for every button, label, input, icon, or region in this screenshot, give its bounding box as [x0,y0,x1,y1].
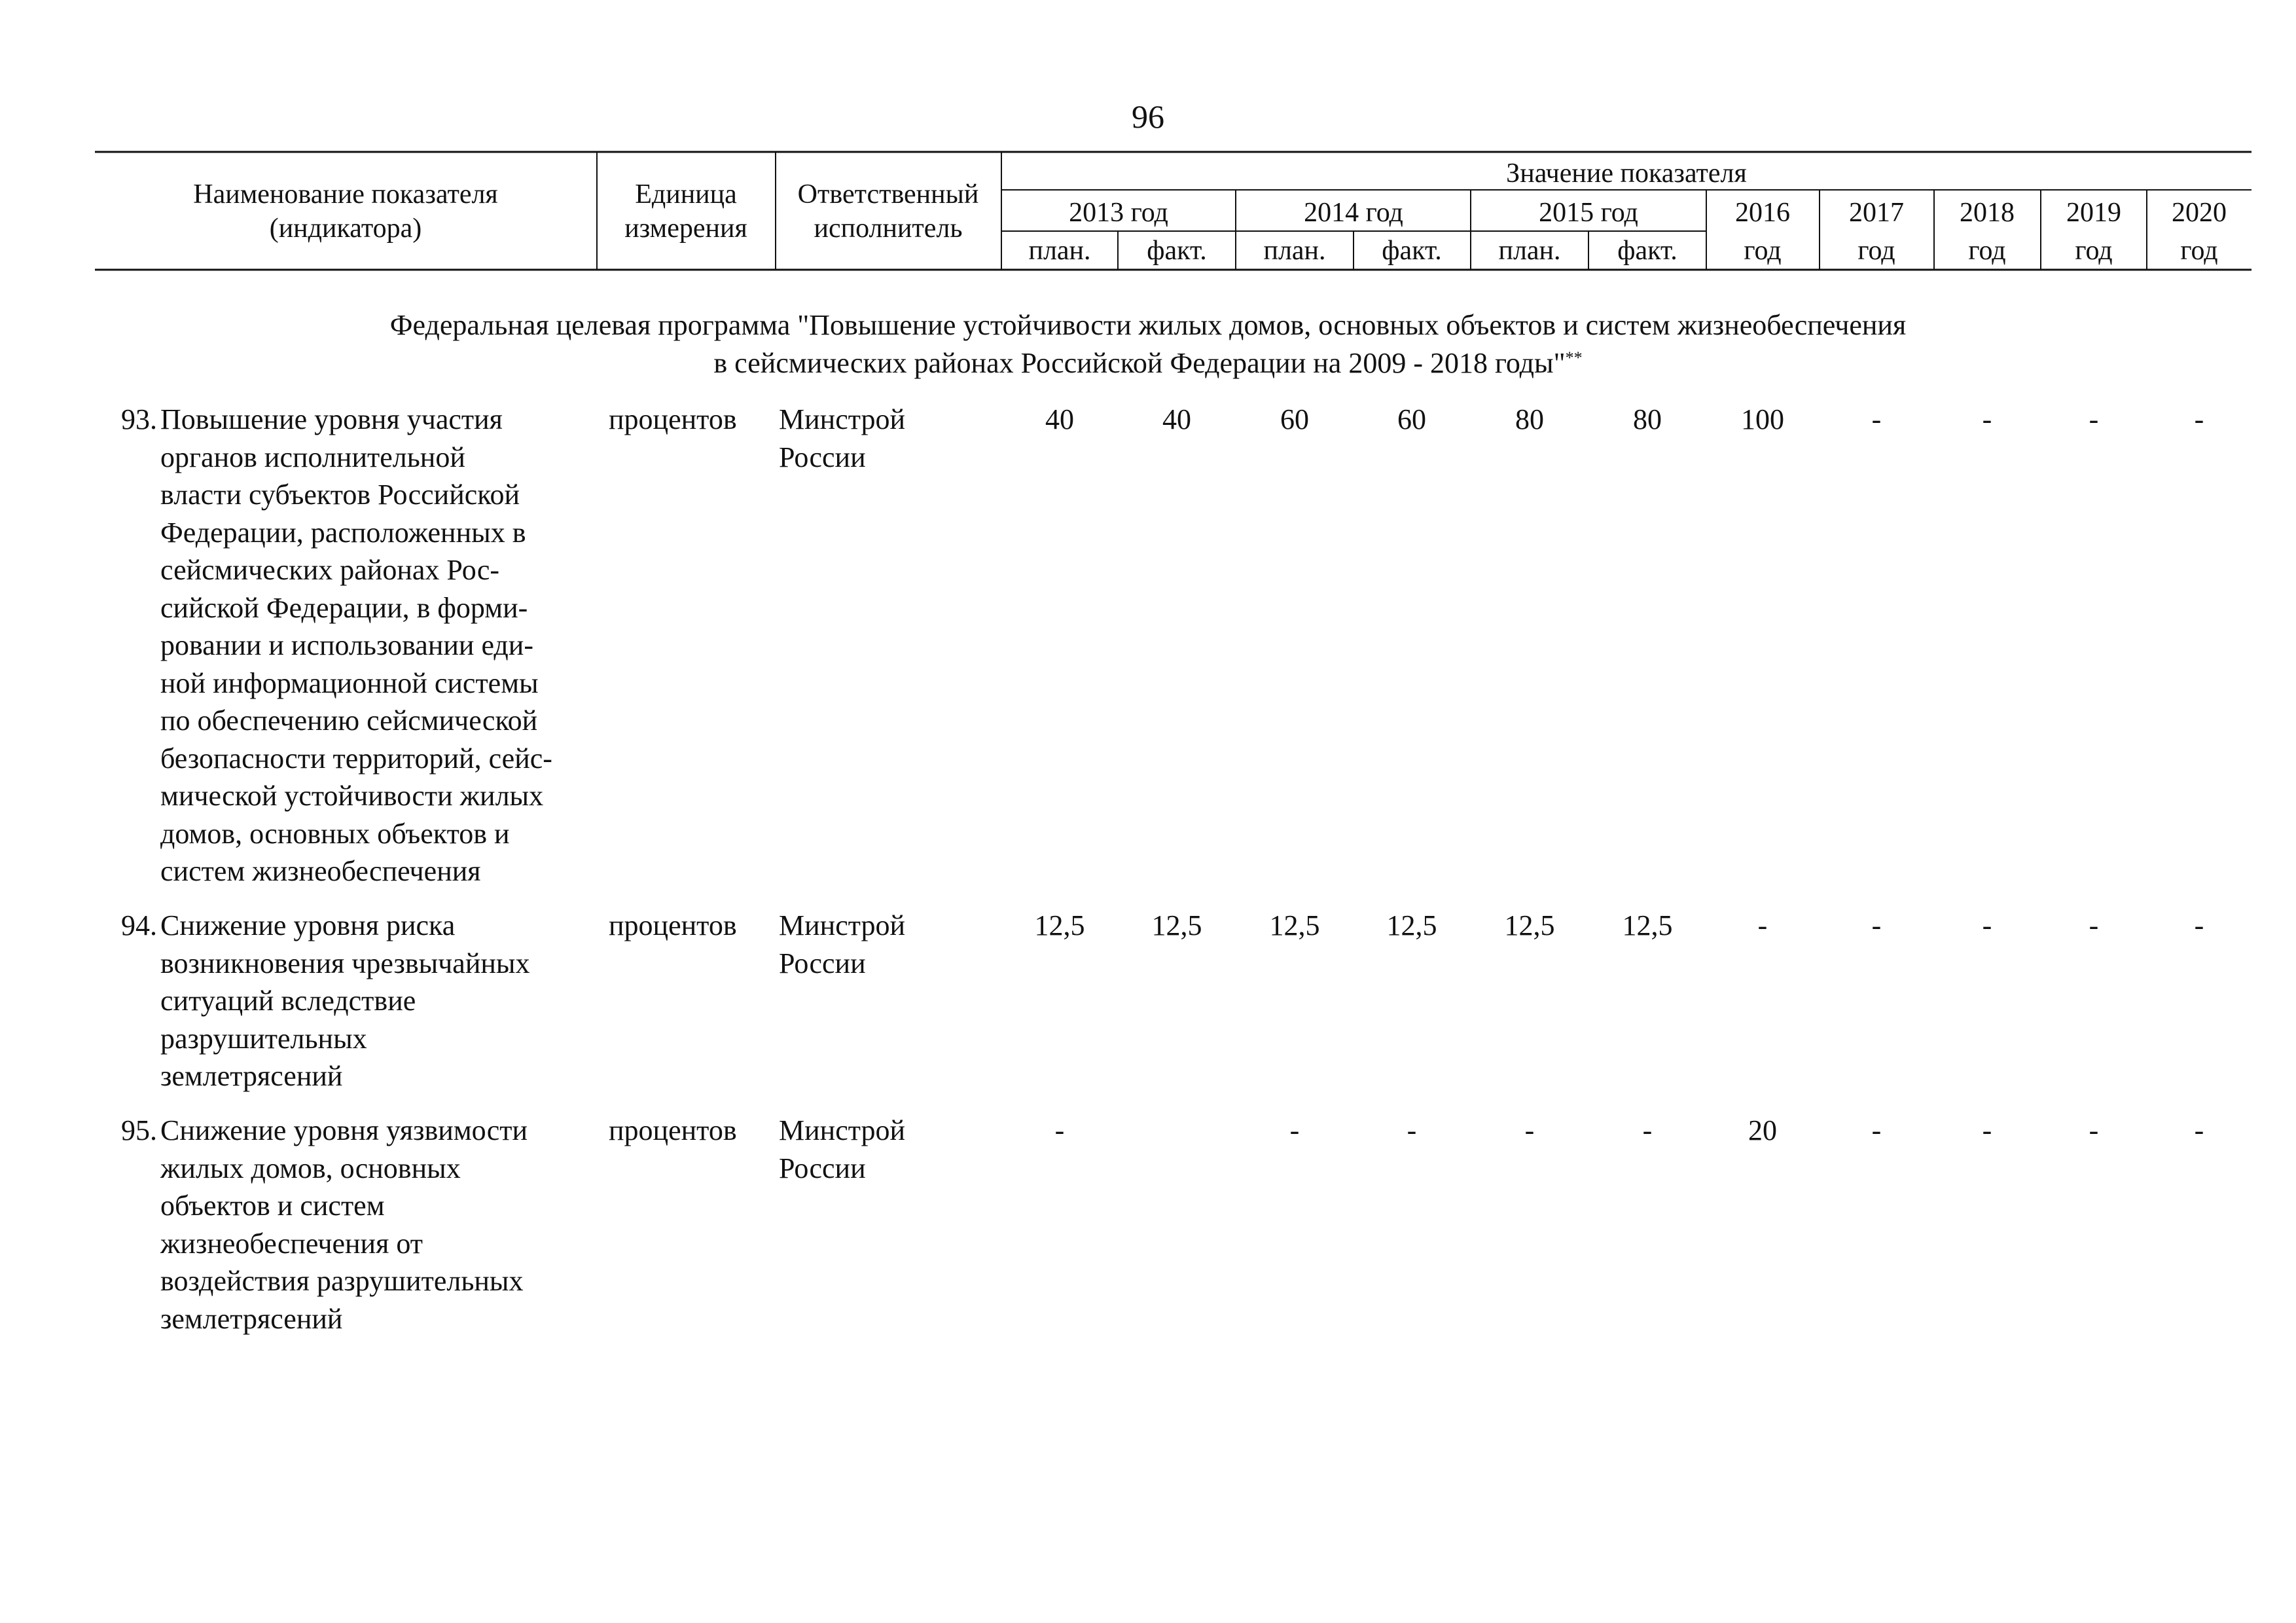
unit: процентов [609,403,737,435]
year-header: 2014 год [1304,198,1403,228]
value-cell: - [2194,909,2204,941]
year-word: год [2180,236,2218,266]
value-cell: - [1871,1114,1882,1146]
year-word: год [2075,236,2113,266]
page-number: 96 [1132,98,1164,135]
value-cell: 80 [1633,403,1662,435]
table-header [0,0,2296,275]
plan-label: план. [1263,236,1326,266]
value-cell: - [1407,1114,1417,1146]
col-header-exec: исполнитель [814,213,963,244]
value-cell: 60 [1397,403,1426,435]
col-header-name: (индикатора) [269,213,422,244]
value-cell: 12,5 [1151,909,1202,941]
col-header-unit: измерения [624,213,747,244]
row-number: 95. [121,1114,157,1146]
value-cell: 12,5 [1269,909,1320,941]
plan-label: план. [1028,236,1091,266]
year-header: 2015 год [1539,198,1638,228]
col-header-exec: Ответственный [797,179,979,210]
value-cell: 100 [1741,403,1784,435]
single-year-header: 2016 [1735,198,1790,228]
value-cell: - [1871,403,1882,435]
value-cell: 80 [1515,403,1544,435]
value-cell: - [1054,1114,1065,1146]
value-cell: - [2194,1114,2204,1146]
row-number: 93. [121,403,157,435]
year-word: год [1968,236,2006,266]
value-cell: - [1871,909,1882,941]
indicator-name: Снижение уровня уязвимости жилых домов, основных объектов и систем жизнеобеспечения от воздействия разрушительных землетрясений [160,1114,528,1335]
value-cell: 12,5 [1504,909,1555,941]
executor: Минстрой России [779,909,906,979]
value-cell: - [2089,909,2099,941]
value-cell: - [1524,1114,1535,1146]
single-year-header: 2017 [1849,198,1904,228]
value-cell: - [1642,1114,1653,1146]
footnote-mark: ** [1565,348,1583,367]
single-year-header: 2019 [2066,198,2121,228]
fact-label: факт. [1617,236,1677,266]
indicator-name: Снижение уровня риска возникновения чрезвычайных ситуаций вследствие разрушительных землетрясений [160,909,530,1092]
value-cell: 40 [1162,403,1191,435]
value-cell: - [1289,1114,1300,1146]
value-header: Значение показателя [1506,158,1747,189]
value-cell: 12,5 [1386,909,1437,941]
single-year-header: 2018 [1960,198,2015,228]
value-cell: 40 [1045,403,1074,435]
value-cell: 20 [1748,1114,1777,1146]
value-cell: 60 [1280,403,1309,435]
executor: Минстрой России [779,1114,906,1184]
value-cell: 12,5 [1622,909,1673,941]
fact-label: факт. [1147,236,1207,266]
indicator-name: Повышение уровня участия органов исполнительной власти субъектов Российской Федерации, расположенных в сейсмических районах Рос- сийской Федерации, в форми- ровании и использовании еди- ной информационной системы по обеспечению сейсмической безопасности территорий, сейс- мической устойчивости жилых домов, основных объектов и систем жизнеобеспечения [160,403,552,887]
col-header-unit: Единица [635,179,737,210]
value-cell: - [2089,1114,2099,1146]
value-cell: - [1982,1114,1992,1146]
fact-label: факт. [1382,236,1442,266]
value-cell: - [2089,403,2099,435]
program-title-line: Федеральная целевая программа "Повышение устойчивости жилых домов, основных объектов и систем жизнеобеспечения [389,309,1907,341]
unit: процентов [609,1114,737,1146]
executor: Минстрой России [779,403,906,473]
row-number: 94. [121,909,157,941]
col-header-name: Наименование показателя [193,179,498,210]
year-word: год [1744,236,1782,266]
year-header: 2013 год [1069,198,1168,228]
value-cell: - [1982,403,1992,435]
value-cell: - [1757,909,1768,941]
program-title-line: в сейсмических районах Российской Федерации на 2009 - 2018 годы"** [713,347,1583,379]
value-cell: - [1982,909,1992,941]
plan-label: план. [1498,236,1561,266]
single-year-header: 2020 [2172,198,2227,228]
value-cell: 12,5 [1034,909,1085,941]
value-cell: - [2194,403,2204,435]
year-word: год [1857,236,1895,266]
unit: процентов [609,909,737,941]
program-title [0,306,2296,382]
